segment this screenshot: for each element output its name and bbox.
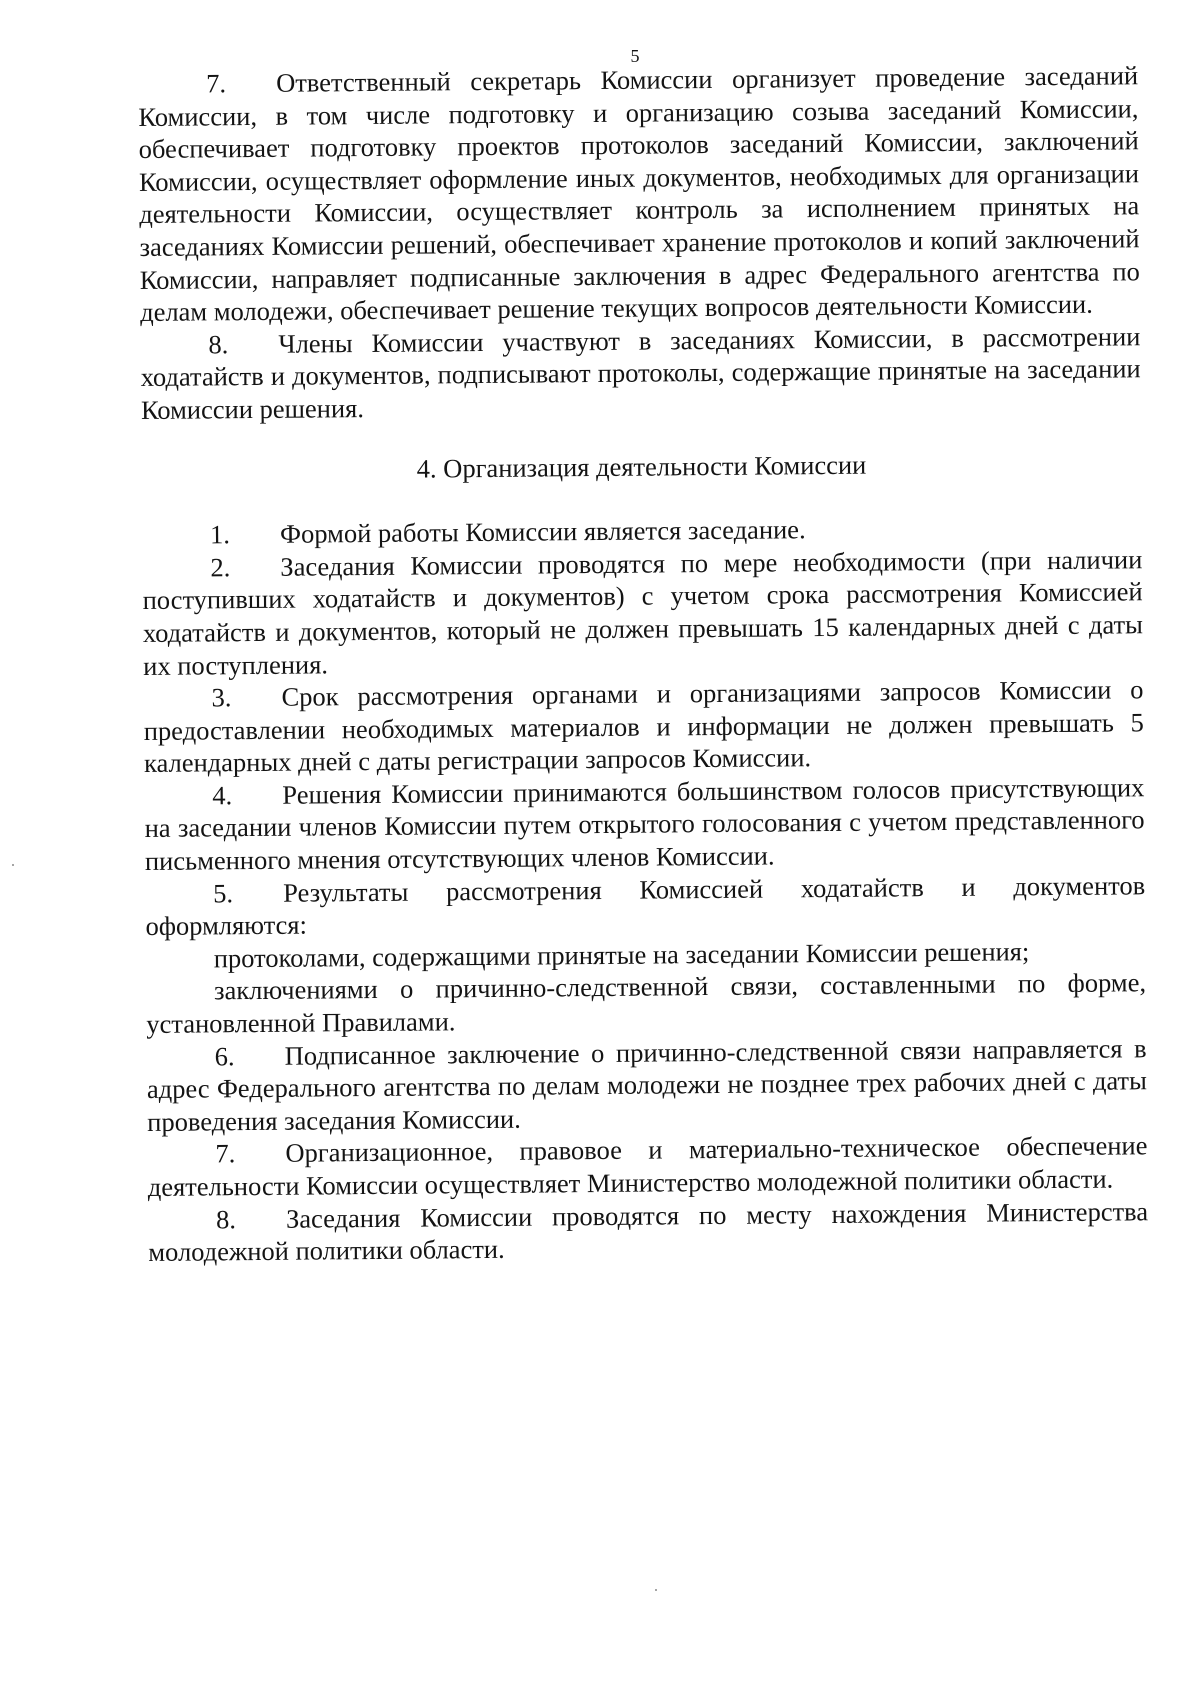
- paragraph-number: 4.: [212, 780, 233, 811]
- paragraph-text: Срок рассмотрения органами и организациями запросов Комиссии о предоставлении необходимых материалов и информации не должен превышать 5 календарных дней с даты регистрации запросов Комиссии.: [143, 674, 1144, 779]
- paragraph-number: 5.: [213, 877, 234, 909]
- paragraph-number: 8.: [208, 328, 229, 360]
- paragraph-4-3: [143, 673, 1144, 780]
- document-body: [138, 59, 1148, 1268]
- paragraph-text: Формой работы Комиссии является заседание.: [279, 514, 806, 549]
- paragraph-number: 6.: [214, 1040, 235, 1071]
- scan-speck: [12, 864, 14, 866]
- paragraph-3-8: [140, 320, 1141, 427]
- paragraph-number: 7.: [215, 1138, 236, 1169]
- paragraph-4-8: [148, 1195, 1149, 1269]
- paragraph-text: Ответственный секретарь Комиссии организует проведение заседаний Комиссии, в том числе подготовку и организацию созыва заседаний Комиссии, обеспечивает подготовку проектов протоколов заседаний Комиссии, заключений Комиссии, осуществляет оформление иных документов, необходимых для организации деятельности Комиссии, осуществляет контроль за исполнением принятых на заседаниях Комиссии решений, обеспечивает хранение протоколов и копий заключений Комиссии, направляет подписанные заключения в адрес Федерального агентства по делам молодежи, обеспечивает решение текущих вопросов деятельности Комиссии.: [138, 60, 1140, 328]
- paragraph-text: Заседания Комиссии проводятся по месту нахождения Министерства молодежной политики области.: [148, 1195, 1149, 1268]
- section-heading: 4. Организация деятельности Комиссии: [416, 449, 867, 484]
- paragraph-4-4: [144, 771, 1145, 878]
- paragraph-text: Подписанное заключение о причинно-следственной связи направляется в адрес Федерального агентства по делам молодежи не позднее трех рабочих дней с даты проведения заседания Комиссии.: [146, 1032, 1148, 1137]
- paragraph-4-7: [147, 1130, 1148, 1204]
- paragraph-text: Организационное, правовое и материально-техническое обеспечение деятельности Комиссии осуществляет Министерство молодежной политики области.: [147, 1130, 1148, 1202]
- paragraph-text: Результаты рассмотрения Комиссией ходатайств и документов оформляются:: [145, 869, 1146, 942]
- paragraph-number: 7.: [206, 68, 227, 99]
- result-item-conclusions: заключениями о причинно-следственной связи, составленными по форме, установленной Правилами.: [146, 967, 1147, 1039]
- paragraph-4-2: [142, 543, 1143, 682]
- paragraph-text: Члены Комиссии участвуют в заседаниях Комиссии, в рассмотрении ходатайств и документов, подписывают протоколы, содержащие принятые на заседании Комиссии решения.: [140, 321, 1141, 425]
- paragraph-number: 8.: [215, 1203, 237, 1234]
- scan-speck: [655, 1589, 657, 1591]
- page-number: 5: [630, 46, 640, 66]
- paragraph-number: 2.: [210, 551, 231, 583]
- result-item-protocols: протоколами, содержащими принятые на заседании Комиссии решения;: [213, 936, 1030, 974]
- paragraph-4-6: [146, 1032, 1147, 1139]
- paragraph-text: Заседания Комиссии проводятся по мере необходимости (при наличии поступивших ходатайств и документов) с учетом срока рассмотрения Комиссией ходатайств и документов, который не должен превышать 15 календарных дней с даты их поступления.: [142, 543, 1144, 681]
- paragraph-number: 3.: [211, 682, 232, 713]
- paragraph-text: Решения Комиссии принимаются большинством голосов присутствующих на заседании членов Комиссии путем открытого голосования с учетом представленного письменного мнения отсутствующих членов Комиссии.: [144, 772, 1145, 877]
- paragraph-3-7: [138, 59, 1140, 328]
- paragraph-4-5: [145, 869, 1146, 943]
- paragraph-number: 1.: [209, 519, 231, 550]
